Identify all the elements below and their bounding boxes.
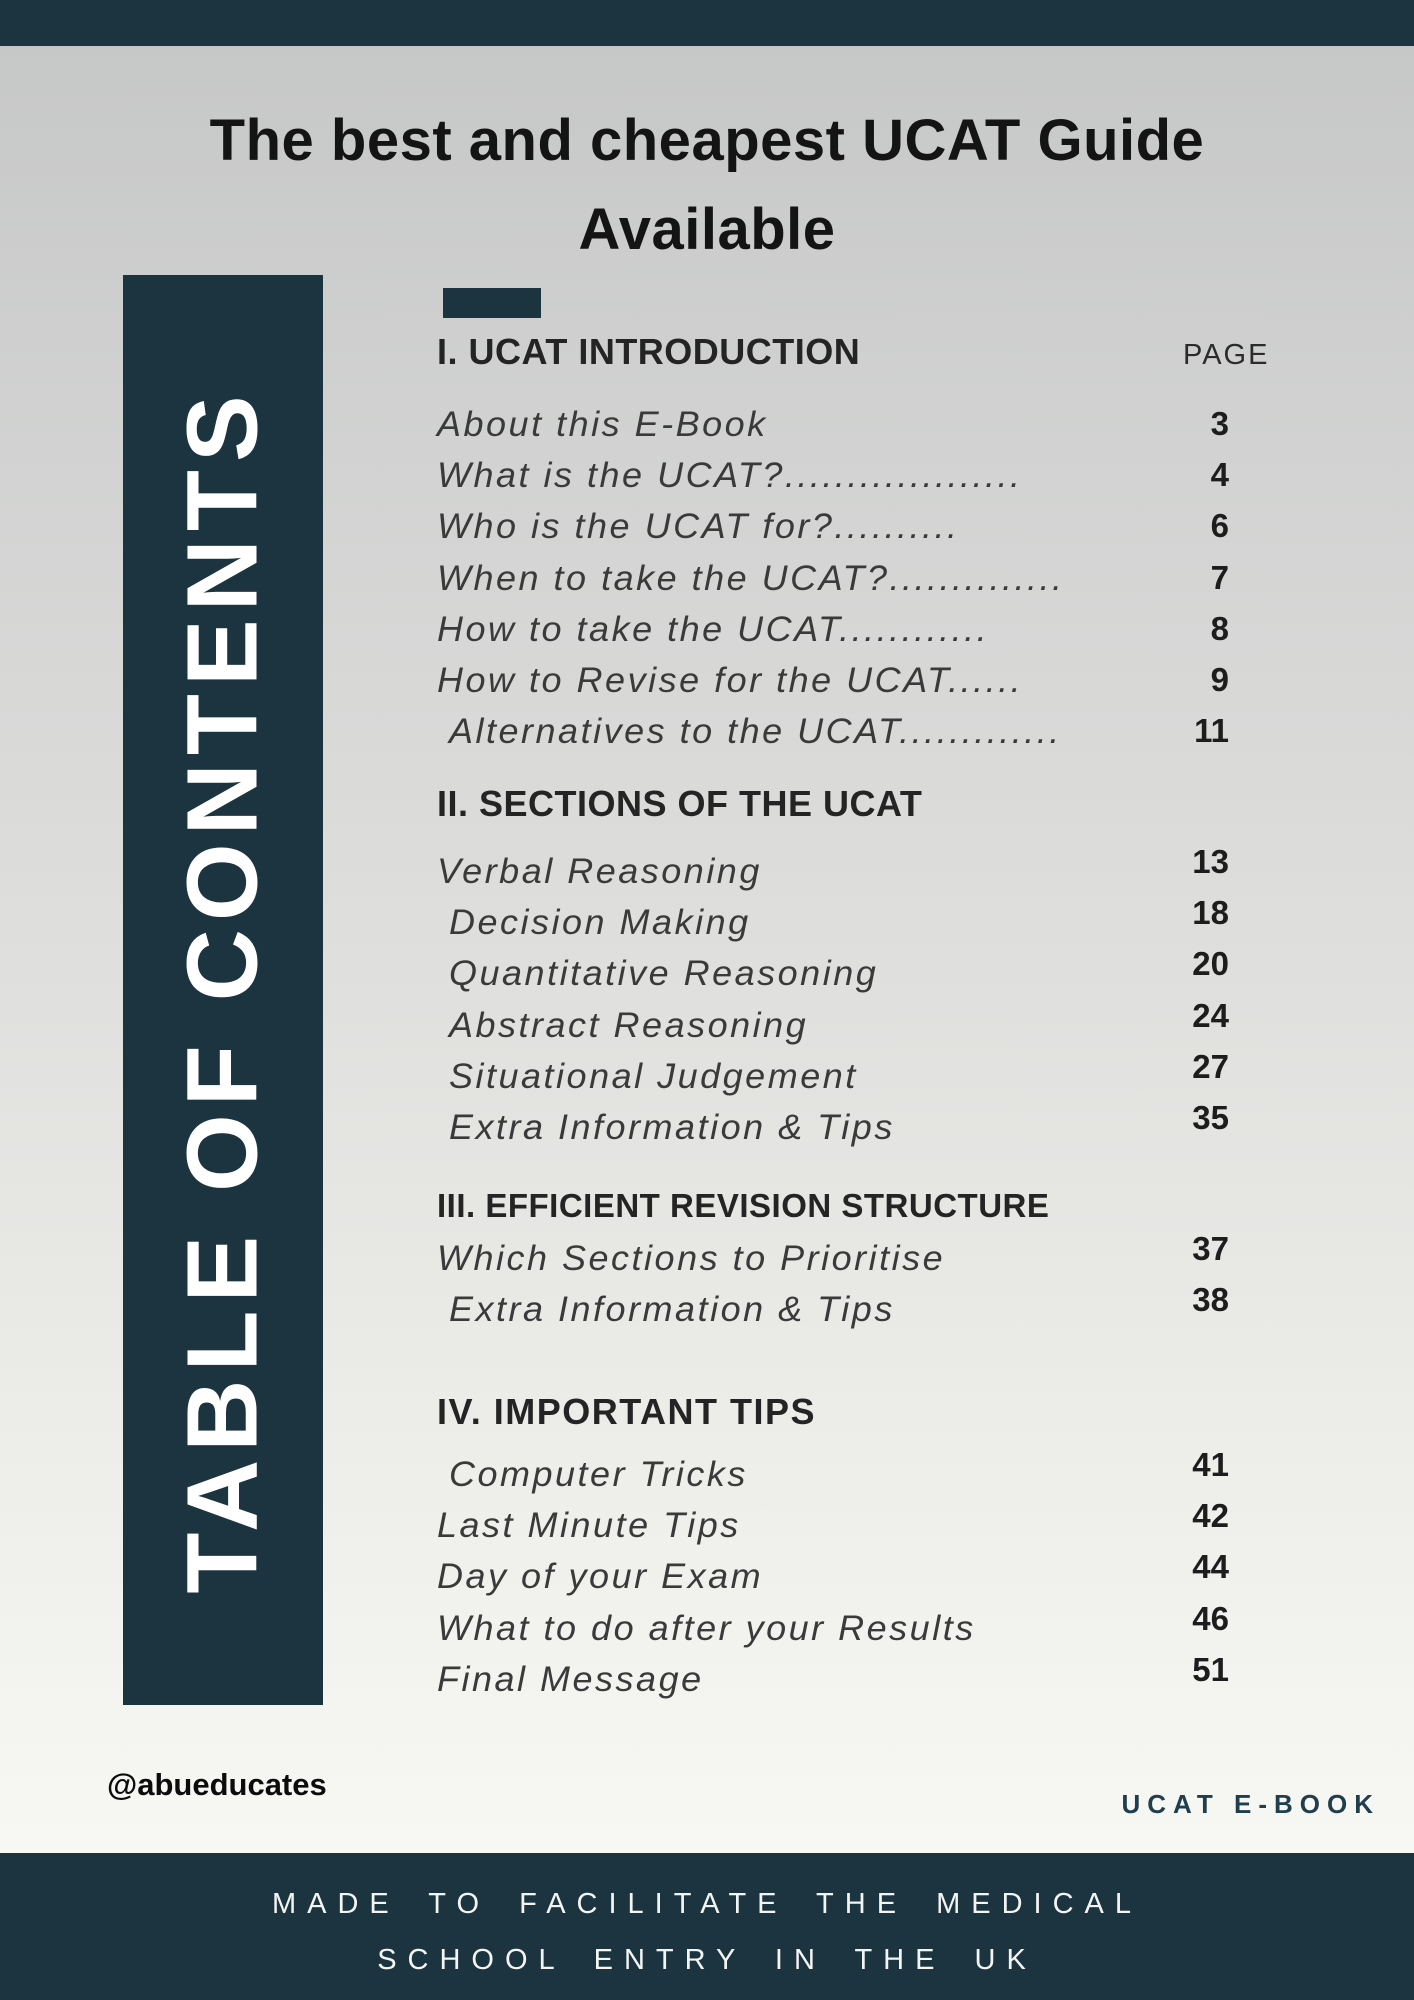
toc-item-page-number: 38 xyxy=(1192,1280,1229,1318)
footer-banner xyxy=(0,1853,1414,2000)
toc-item-page-number: 7 xyxy=(1210,558,1229,596)
toc-item xyxy=(437,398,1229,449)
toc-item-page-number: 41 xyxy=(1192,1445,1229,1483)
toc-item-label: What to do after your Results xyxy=(437,1606,976,1648)
toc-item xyxy=(437,1599,1229,1653)
toc-item xyxy=(437,1650,1229,1704)
toc-item xyxy=(437,449,1229,500)
footer-banner-line-1: MADE TO FACILITATE THE MEDICAL xyxy=(271,1887,1143,1920)
accent-rectangle xyxy=(443,288,541,318)
toc-item xyxy=(437,1280,1229,1334)
toc-item-page-number: 20 xyxy=(1192,945,1229,983)
toc-item-page-number: 9 xyxy=(1210,661,1229,699)
toc-item xyxy=(437,1445,1229,1499)
toc-item-label: Computer Tricks xyxy=(449,1453,748,1494)
toc-item xyxy=(437,893,1229,947)
toc-item xyxy=(437,1047,1229,1101)
toc-item-label: Verbal Reasoning xyxy=(437,850,762,891)
toc-item xyxy=(437,501,1229,552)
toc-section-title: III. EFFICIENT REVISION STRUCTURE xyxy=(437,1187,1050,1224)
social-handle: @abueducates xyxy=(107,1767,327,1802)
toc-item-label: Day of your Exam xyxy=(437,1555,764,1596)
toc-section-title: II. SECTIONS OF THE UCAT xyxy=(437,783,923,824)
toc-item-label: Who is the UCAT for?.......... xyxy=(437,505,960,546)
toc-item-page-number: 24 xyxy=(1192,996,1229,1034)
toc-item-label: How to Revise for the UCAT...... xyxy=(437,659,1024,700)
toc-section-items xyxy=(437,1445,1229,1704)
toc-sidebar-label: TABLE OF CONTENTS xyxy=(166,386,279,1594)
toc-item-page-number: 27 xyxy=(1192,1047,1229,1085)
toc-item-label: What is the UCAT?................... xyxy=(437,454,1023,495)
toc-item xyxy=(437,1101,1229,1152)
toc-section-title: IV. IMPORTANT TIPS xyxy=(437,1391,817,1432)
toc-item-page-number: 44 xyxy=(1192,1548,1229,1586)
toc-item-label: Situational Judgement xyxy=(449,1055,858,1096)
toc-section-2 xyxy=(437,782,1229,1153)
toc-item-page-number: 6 xyxy=(1210,507,1229,545)
toc-item xyxy=(437,706,1229,757)
toc-section-items xyxy=(437,1229,1229,1335)
toc-section-4 xyxy=(437,1390,1229,1704)
page-column-header: PAGE xyxy=(1183,339,1270,371)
toc-item-page-number: 51 xyxy=(1192,1650,1229,1688)
toc-item xyxy=(437,654,1229,705)
toc-item-label: Last Minute Tips xyxy=(437,1504,741,1545)
toc-item-label: Final Message xyxy=(437,1658,704,1699)
toc-item-label: Abstract Reasoning xyxy=(449,1003,809,1045)
toc-item-label: How to take the UCAT............ xyxy=(437,608,990,649)
toc-item xyxy=(437,996,1229,1050)
toc-item xyxy=(437,1548,1229,1602)
toc-section-items xyxy=(437,398,1229,757)
toc-item-label: Extra Information & Tips xyxy=(449,1106,895,1147)
toc-item-label: When to take the UCAT?.............. xyxy=(437,556,1065,598)
toc-item xyxy=(437,945,1229,999)
footer-banner-line-2: SCHOOL ENTRY IN THE UK xyxy=(377,1943,1037,1976)
toc-item-page-number: 18 xyxy=(1192,893,1229,931)
toc-section-title: I. UCAT INTRODUCTION xyxy=(437,331,861,372)
toc-section-items xyxy=(437,842,1229,1153)
toc-item-label: Decision Making xyxy=(449,901,751,942)
toc-item xyxy=(437,1229,1229,1283)
toc-item-label: Which Sections to Prioritise xyxy=(437,1237,946,1278)
top-accent-bar xyxy=(0,0,1414,46)
toc-item-page-number: 3 xyxy=(1210,404,1229,442)
book-title-line-1: The best and cheapest UCAT Guide xyxy=(209,108,1205,173)
toc-item-page-number: 35 xyxy=(1192,1099,1229,1137)
toc-item-page-number: 13 xyxy=(1192,842,1229,880)
toc-item xyxy=(437,552,1229,603)
toc-item-page-number: 42 xyxy=(1192,1496,1229,1534)
toc-section-1 xyxy=(437,330,1229,757)
toc-item xyxy=(437,603,1229,654)
toc-item-label: About this E-Book xyxy=(437,403,768,444)
toc-item-page-number: 8 xyxy=(1210,609,1229,647)
toc-item xyxy=(437,842,1229,896)
toc-item-label: Extra Information & Tips xyxy=(449,1288,895,1329)
toc-item-label: Quantitative Reasoning xyxy=(449,952,879,993)
toc-item xyxy=(437,1496,1229,1550)
toc-item-page-number: 4 xyxy=(1210,455,1229,493)
toc-item-page-number: 46 xyxy=(1192,1599,1229,1637)
toc-section-3 xyxy=(437,1186,1229,1335)
toc-item-page-number: 37 xyxy=(1192,1229,1229,1267)
toc-item-page-number: 11 xyxy=(1194,712,1229,750)
brand-label: UCAT E-BOOK xyxy=(1121,1789,1380,1819)
book-title xyxy=(0,96,1414,274)
book-title-line-2: Available xyxy=(578,197,836,262)
toc-item-label: Alternatives to the UCAT............. xyxy=(449,710,1062,752)
toc-sidebar xyxy=(123,275,323,1705)
